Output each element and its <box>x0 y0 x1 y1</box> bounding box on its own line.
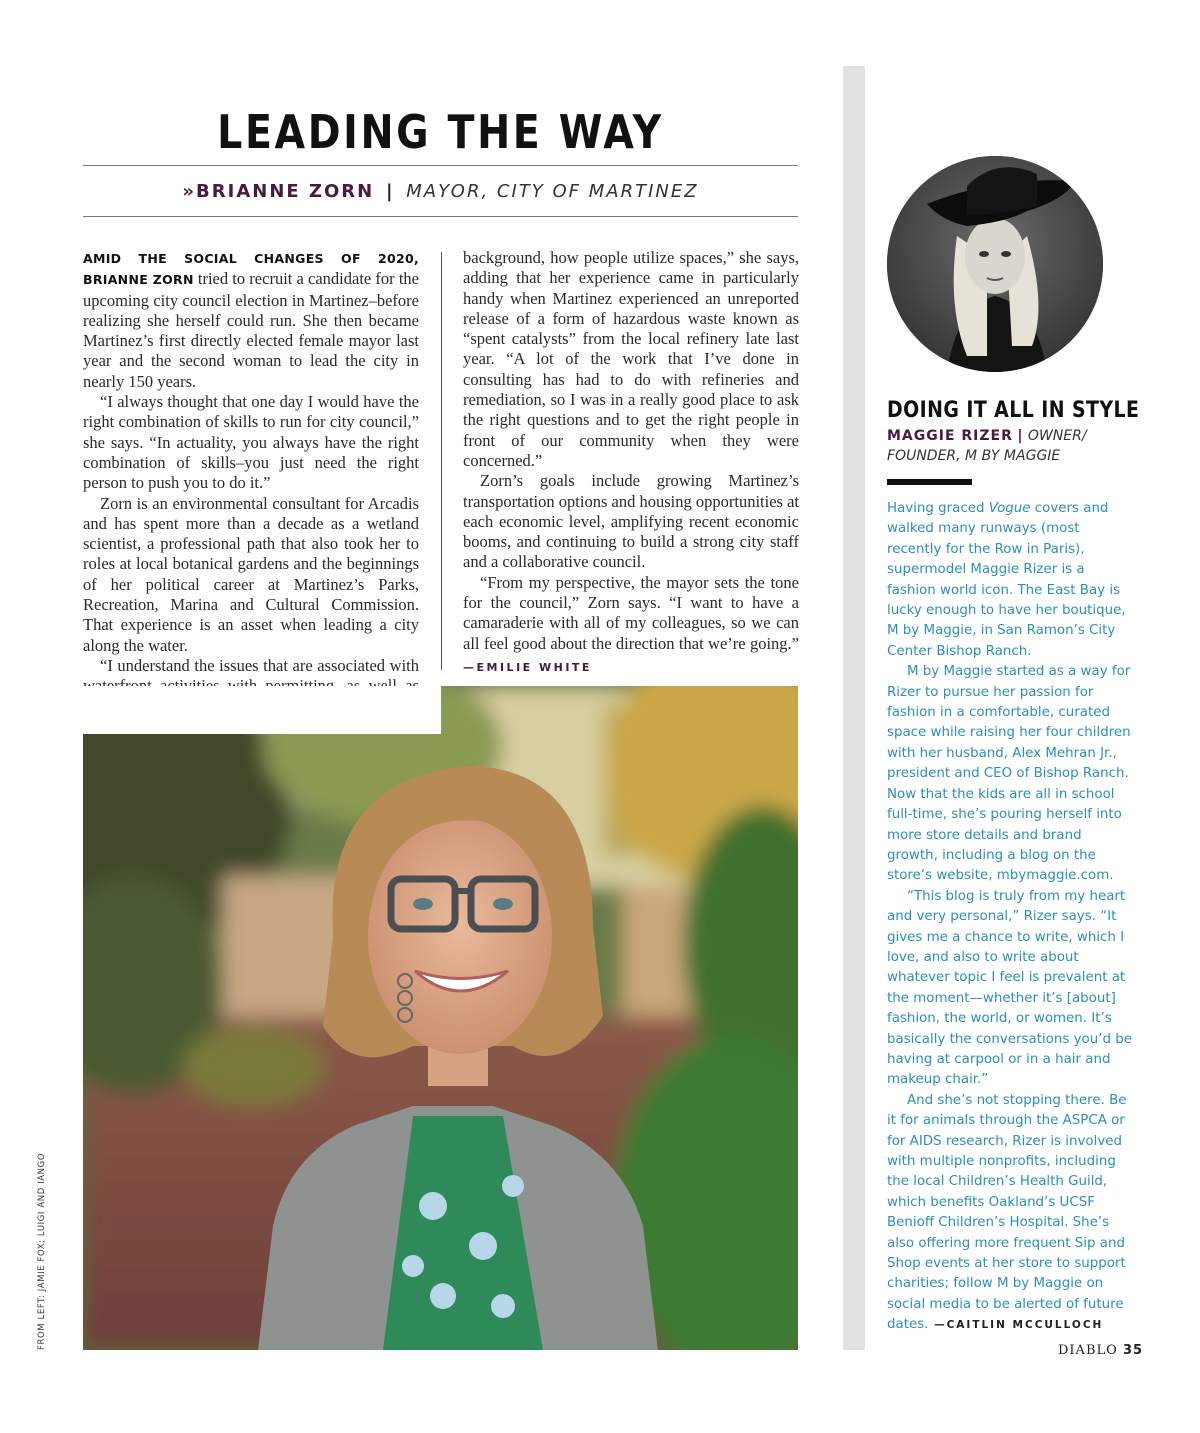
folio-magazine: DIABLO <box>1058 1343 1118 1358</box>
article-paragraph: AMID THE SOCIAL CHANGES OF 2020, BRIANNE ZORN tried to recruit a candidate for the upcoming city council election in Martinez–before realizing she herself could run. She then became Martinez’s first directly elected female mayor last year and the second woman to lead the city in nearly 150 years. <box>83 251 419 391</box>
article-column-middle <box>463 248 799 678</box>
sidebar-signature: —CAITLIN MCCULLOCH <box>928 1319 1104 1332</box>
article-column-left <box>83 248 419 717</box>
article-paragraph: Zorn’s goals include growing Martinez’s transportation options and housing opportunities at each economic level, amplifying recent economic booms, and continuing to build a strong city staff and a collaborative council. <box>463 471 799 572</box>
sidebar-divider-bar <box>843 66 865 1350</box>
sidebar-paragraph: M by Maggie started as a way for Rizer to pursue her passion for fashion in a comfortable, curated space while raising her four children with her husband, Alex Mehran Jr., president and CEO of Bishop Ranch. Now that the kids are all in school full-time, she’s pouring herself into more store details and brand growth, including a blog on the store’s website, mbymaggie.com. <box>887 664 1131 884</box>
sidebar-byline-separator: | <box>1017 428 1024 444</box>
vogue-italic: Vogue <box>988 501 1031 516</box>
article-title: LEADING THE WAY <box>217 105 664 159</box>
byline-name: BRIANNE ZORN <box>196 181 375 202</box>
sidebar-title: DOING IT ALL IN STYLE <box>887 398 1140 423</box>
byline-chevron-icon: » <box>182 181 197 202</box>
title-rule-bottom <box>83 216 798 217</box>
article-paragraph: “I always thought that one day I would have the right combination of skills to run for city council,” she says. “In actuality, you always have the right combination of skills–you just need the right person to push you to do it.” <box>83 392 419 493</box>
sidebar-body <box>887 499 1135 1336</box>
folio-page-number: 35 <box>1122 1343 1144 1358</box>
article-paragraph: Zorn is an environmental consultant for Arcadis and has spent more than a decade as a wetland scientist, a professional path that also took her to roles at local botanical gardens and the beginnings of her political career at Martinez’s Parks, Recreation, Marina and Cultural Commission. That experience is an asset when leading a city along the water. <box>83 493 419 655</box>
byline-role: MAYOR, CITY OF MARTINEZ <box>406 181 699 202</box>
sidebar-byline-role: OWNER/ FOUNDER, M BY MAGGIE <box>887 428 1087 464</box>
page-folio <box>1058 1343 1143 1358</box>
sidebar-paragraph: Having graced Vogue covers and walked many runways (most recently for the Row in Paris), supermodel Maggie Rizer is a fashion world icon. The East Bay is lucky enough to have her boutique, M by Maggie, in San Ramon’s City Center Bishop Ranch. <box>887 501 1126 659</box>
sidebar-paragraph: “This blog is truly from my heart and very personal,” Rizer says. “It gives me a chance to write, which I love, and also to write about whatever topic I feel is prevalent at the moment—whether it’s [about] fashion, the world, or women. It’s basically the conversations you’d be having at carpool or in a hair and makeup chair.” <box>887 888 1132 1088</box>
photo-credit: FROM LEFT: JAMIE FOX; LUIGI AND IANGO <box>37 1152 47 1350</box>
article-paragraph: “I understand the issues that are associated with <box>100 655 419 675</box>
lead-in: AMID THE SOCIAL CHANGES OF 2020, BRIANNE ZORN <box>83 251 419 288</box>
maggie-rizer-portrait <box>887 156 1103 372</box>
article-signature: —EMILIE WHITE <box>463 660 592 674</box>
article-byline <box>83 181 798 202</box>
byline-separator: | <box>385 181 395 202</box>
article-paragraph: “From my perspective, the mayor sets the tone for the council,” Zorn says. “I want to have a camaraderie with all of my colleagues, so we can all feel good about the direction that we’re going.” —EMILIE WHITE <box>463 572 799 674</box>
article-paragraph: background, how people utilize spaces,” she says, adding that her experience came in particularly handy when Martinez experienced an unreported release of a form of hazardous waste known as “spent catalysts” from the local refinery late last year. “A lot of the work that I’ve done in consulting has had to do with refineries and remediation, so I was in a really good place to ask the right questions and to get the right people in front of our community when they were concerned.” <box>463 248 799 470</box>
title-rule-top <box>83 165 798 166</box>
sidebar-byline-name: MAGGIE RIZER <box>887 428 1013 444</box>
column-divider <box>441 252 442 670</box>
mayor-photo <box>83 686 798 1350</box>
sidebar-rule <box>887 479 972 485</box>
sidebar-byline <box>887 426 1127 466</box>
sidebar-paragraph: And she’s not stopping there. Be it for animals through the ASPCA or for AIDS research, Rizer is involved with multiple nonprofits, including the local Children’s Health Guild, which benefits Oakland’s UCSF Benioff Children’s Hospital. She’s also offering more frequent Sip and Shop events at her store to support charities; follow M by Maggie on social media to be alerted of future dates. —CAITLIN MCCULLOCH <box>887 1092 1127 1333</box>
photo-text-inset <box>83 686 441 734</box>
